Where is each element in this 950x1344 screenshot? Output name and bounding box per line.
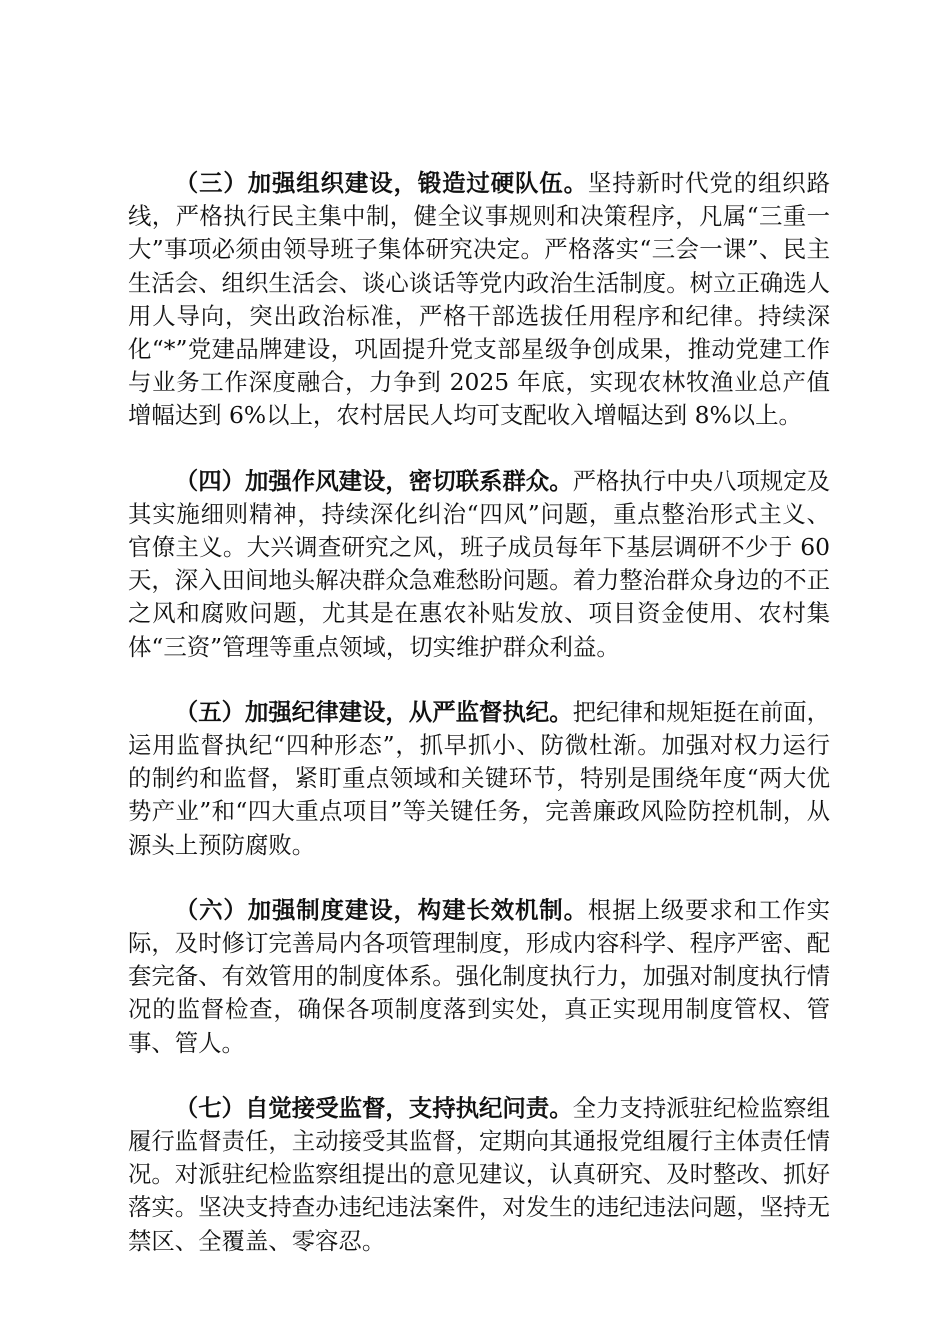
paragraph-heading: （六）加强制度建设，构建长效机制。 bbox=[174, 895, 588, 924]
paragraph-text: 坚持新时代党的组织路线，严格执行民主集中制，健全议事规则和决策程序，凡属“三重一大”事项必须由领导班子集体研究决定。严格落实“三会一课”、民主生活会、组织生活会、谈心谈话等党内政治生活制度。树立正确选人用人导向，突出政治标准，严格干部选拔任用程序和纪律。持续深化“*”党建品牌建设，巩固提升党支部星级争创成果，推动党建工作与业务工作深度融合，力争到 2025 年底，实现农林牧渔业总产值增幅达到 6%以上，农村居民人均可支配收入增幅达到 8%以上。 bbox=[128, 169, 831, 430]
paragraph-heading: （四）加强作风建设，密切联系群众。 bbox=[174, 466, 573, 495]
document-body bbox=[128, 167, 830, 1290]
paragraph-discipline bbox=[128, 696, 830, 862]
paragraph-text: 根据上级要求和工作实际，及时修订完善局内各项管理制度，形成内容科学、程序严密、配套完备、有效管用的制度体系。强化制度执行力，加强对制度执行情况的监督检查，确保各项制度落到实处，真正实现用制度管权、管事、管人。 bbox=[128, 895, 831, 1057]
paragraph-supervision bbox=[128, 1092, 830, 1258]
paragraph-heading: （七）自觉接受监督，支持执纪问责。 bbox=[174, 1093, 573, 1122]
paragraph-institution bbox=[128, 894, 830, 1060]
paragraph-work-style bbox=[128, 465, 830, 664]
paragraph-text: 全力支持派驻纪检监察组履行监督责任，主动接受其监督，定期向其通报党组履行主体责任情况。对派驻纪检监察组提出的意见建议，认真研究、及时整改、抓好落实。坚决支持查办违纪违法案件，对发生的违纪违法问题，坚持无禁区、全覆盖、零容忍。 bbox=[128, 1093, 831, 1255]
paragraph-organization bbox=[128, 167, 830, 433]
paragraph-text: 严格执行中央八项规定及其实施细则精神，持续深化纠治“四风”问题，重点整治形式主义、官僚主义。大兴调查研究之风，班子成员每年下基层调研不少于 60 天，深入田间地头解决群众急难愁盼问题。着力整治群众身边的不正之风和腐败问题，尤其是在惠农补贴发放、项目资金使用、农村集体“三资”管理等重点领域，切实维护群众利益。 bbox=[128, 466, 831, 661]
paragraph-text: 把纪律和规矩挺在前面，运用监督执纪“四种形态”，抓早抓小、防微杜渐。加强对权力运行的制约和监督，紧盯重点领域和关键环节，特别是围绕年度“两大优势产业”和“四大重点项目”等关键任务，完善廉政风险防控机制，从源头上预防腐败。 bbox=[128, 697, 831, 859]
paragraph-heading: （五）加强纪律建设，从严监督执纪。 bbox=[174, 697, 573, 726]
paragraph-heading: （三）加强组织建设，锻造过硬队伍。 bbox=[174, 169, 588, 197]
